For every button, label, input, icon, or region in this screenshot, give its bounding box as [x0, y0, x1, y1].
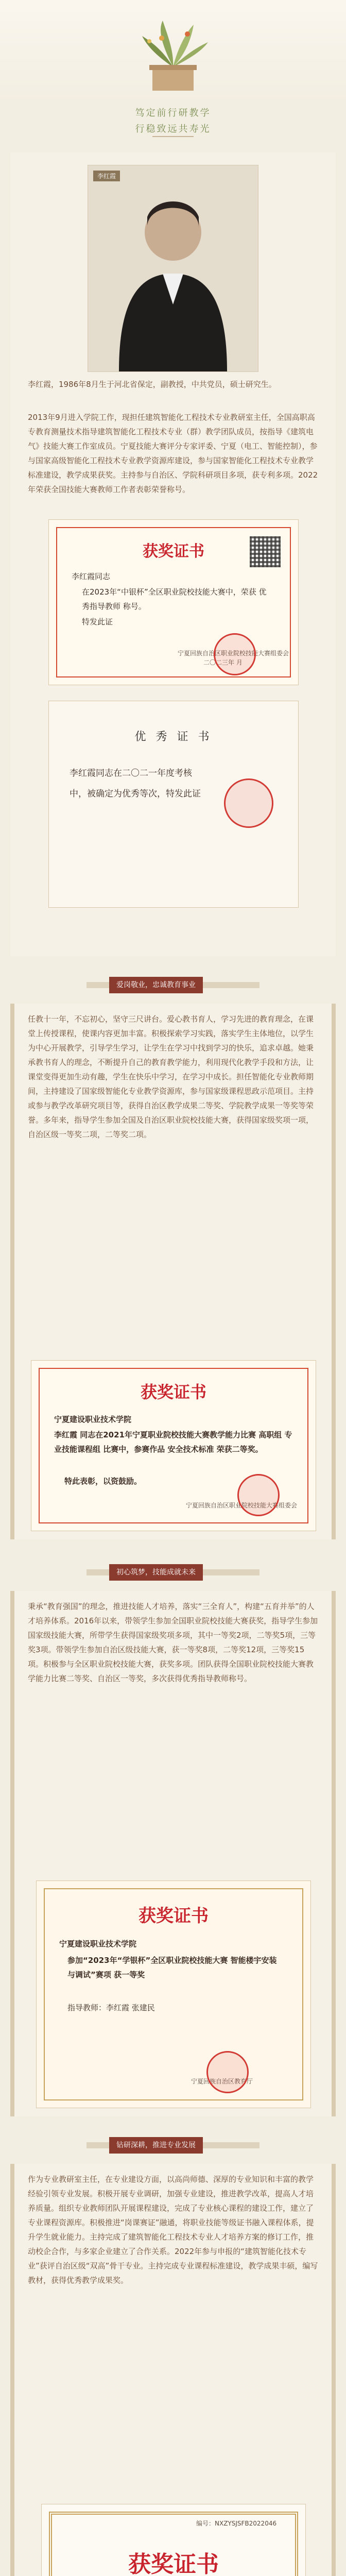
red-seal-icon [206, 2051, 249, 2093]
motto-divider [152, 136, 194, 137]
cert4-org: 宁夏回族自治区教育厅 [191, 2078, 253, 2085]
section-1-text: 任教十一年，不忘初心，坚守三尺讲台。爱心教书育人，学习先进的教育理念，在课堂上传授课程，使课内容更加丰富。积极探索学习实践，落实学生主体地位，以学生为中心开展教学，引导学生学习，让学生在学习中找到学习的快乐，追求卓越。她秉承教书育人的理念，不断提升自己的教育教学能力，利用现代化教学手段和方法，让课堂变得更加生动有趣，学生在快乐中学习，在学习中成长。担任智能化专业教师期间，主持建设了国家级智能化专业教学资源库，参与国家级课程思政示范项目。主持或参与教学改革研究项目等，获得自治区教学成果二等奖、学院教学成果一等奖等荣誉。多年来，指导学生参加全国及自治区职业院校技能大赛，获得国家级奖项一项，自治区级一等奖二项，二等奖二项。 [28, 1014, 314, 1139]
cert1-org: 宁夏回族自治区职业院校技能大赛组委会 [178, 650, 289, 657]
cert4-school: 宁夏建设职业技术学院 [59, 1939, 137, 1948]
red-seal-icon [214, 633, 256, 675]
section-2-title: 初心筑梦，技能成就未来 [109, 1564, 203, 1581]
section-heading-1 [86, 975, 260, 995]
motto-line-1: 笃定前行研教学 [135, 108, 211, 118]
cert4-names: 指导教师：李红霞 张建民 [67, 2003, 155, 2012]
cert3-body: 李红霞 同志在2021年宁夏职业院校技能大赛教学能力比赛 高职组 专业技能课程组 比赛中，参赛作品 安全技术标准 荣获二等奖。 [54, 1430, 292, 1454]
profile-paragraph-2: 2013年9月进入学院工作，现担任建筑智能化工程技术专业教研室主任，全国高职高专教育测量技术指导建筑智能化工程技术专业（群）教学团队成员，按指导《建筑电气》技能大赛工作室成员。宁夏技能大赛评分专家评委、宁夏（电工、智能控制），参与国家高级智能化工程技术专业教学资源库建设，参与国家智能化工程技术专业教学标准建设，教学成果获奖。主持参与自治区、学院科研项目多项，获专利多项。2022年荣获全国技能大赛教师工作者表彰荣誉称号。 [28, 413, 318, 494]
motto-line-2: 行稳致远共寿光 [135, 124, 211, 134]
red-seal-icon [237, 1474, 280, 1516]
potted-plant-icon [127, 15, 219, 98]
section-heading-3 [86, 2135, 260, 2156]
cert1-body: 在2023年“中银杯”全区职业院校技能大赛中，荣获 优秀指导教师 称号。 [82, 587, 267, 611]
excellence-certificate [48, 701, 299, 908]
section-1-title: 爱岗敬业，忠诚教育事业 [109, 977, 203, 993]
qr-code-icon [250, 536, 281, 567]
cert3-school: 宁夏建设职业技术学院 [54, 1415, 132, 1424]
teaching-achievement-certificate [41, 2504, 306, 2576]
red-seal-icon [224, 778, 273, 828]
cert5-title: 获奖证书 [128, 2551, 219, 2576]
award-certificate-2021 [31, 1360, 316, 1531]
section-heading-2 [86, 1562, 260, 1583]
cert1-footer: 特发此证 [82, 617, 113, 626]
cert1-title: 获奖证书 [143, 543, 204, 561]
cert2-body: 李红霞同志在二〇二一年度考核中，被确定为优秀等次，特发此证 [70, 768, 201, 799]
cert1-date: 二〇二三年 月 [203, 659, 243, 666]
cert3-org: 宁夏回族自治区职业院校技能大赛组委会 [186, 1502, 298, 1509]
section-3-text: 作为专业教研室主任，在专业建设方面，以高尚师德、深厚的专业知识和丰富的教学经验引领专业发展。积极开展专业调研，加强专业建设，推进教学改革，提高人才培养质量。组织专业教师团队开展课程建设，完成了专业核心课程的建设工作，建立了专业课程资源库。积极推进“岗课赛证”融通，将职业技能等级证书融入课程体系，提升学生就业能力。主持完成了建筑智能化工程技术专业人才培养方案的修订工作，推动校企合作，与多家企业建立了合作关系。2022年参与申报的“建筑智能化技术专业”获评自治区级“双高”骨干专业。主持完成专业课程标准建设，教学成果丰硕，编写教材，获得优秀教学成果奖。 [28, 2175, 318, 2285]
section-2-text: 秉承“教育强国”的理念，推进技能人才培养，落实“三全育人”，构建“五育并举”的人才培养体系。2016年以来，带领学生参加全国职业院校技能大赛获奖，指导学生参加国家级技能大赛，所带学生获得国家级奖项多项，其中一等奖2项，二等奖5项，三等奖3项。带领学生参加自治区级技能大赛，获一等奖8项，二等奖12项，三等奖15项。积极参与全区职业院校技能大赛，获奖多项。团队获得全国职业院校技能大赛教学能力比赛二等奖、自治区一等奖，多次获得优秀指导教师称号。 [28, 1602, 318, 1683]
cert4-body: 参加“2023年“学银杯”全区职业院校技能大赛 智能楼宇安装与调试”赛项 获一等奖 [67, 1956, 277, 1979]
cert5-serial: 编号：NXZYSJSFB2022046 [196, 2520, 277, 2527]
cert4-title: 获奖证书 [139, 1906, 209, 1926]
profile-photo [88, 165, 258, 372]
award-certificate-2023 [36, 1880, 311, 2108]
cert3-title: 获奖证书 [140, 1382, 206, 1402]
profile-paragraph-1: 李红霞，1986年8月生于河北省保定，副教授，中共党员，硕士研究生。 [28, 380, 276, 389]
cert1-recipient: 李红霞同志 [72, 572, 111, 581]
cert2-title: 优 秀 证 书 [134, 731, 213, 743]
cert3-footer: 特此表彰，以资鼓励。 [64, 1477, 142, 1486]
header-art [0, 0, 346, 103]
section-3-title: 钻研深耕，推进专业发展 [109, 2137, 203, 2154]
person-icon [88, 165, 258, 371]
award-certificate-1 [48, 519, 299, 685]
photo-name-tag: 李红霞 [93, 171, 120, 181]
